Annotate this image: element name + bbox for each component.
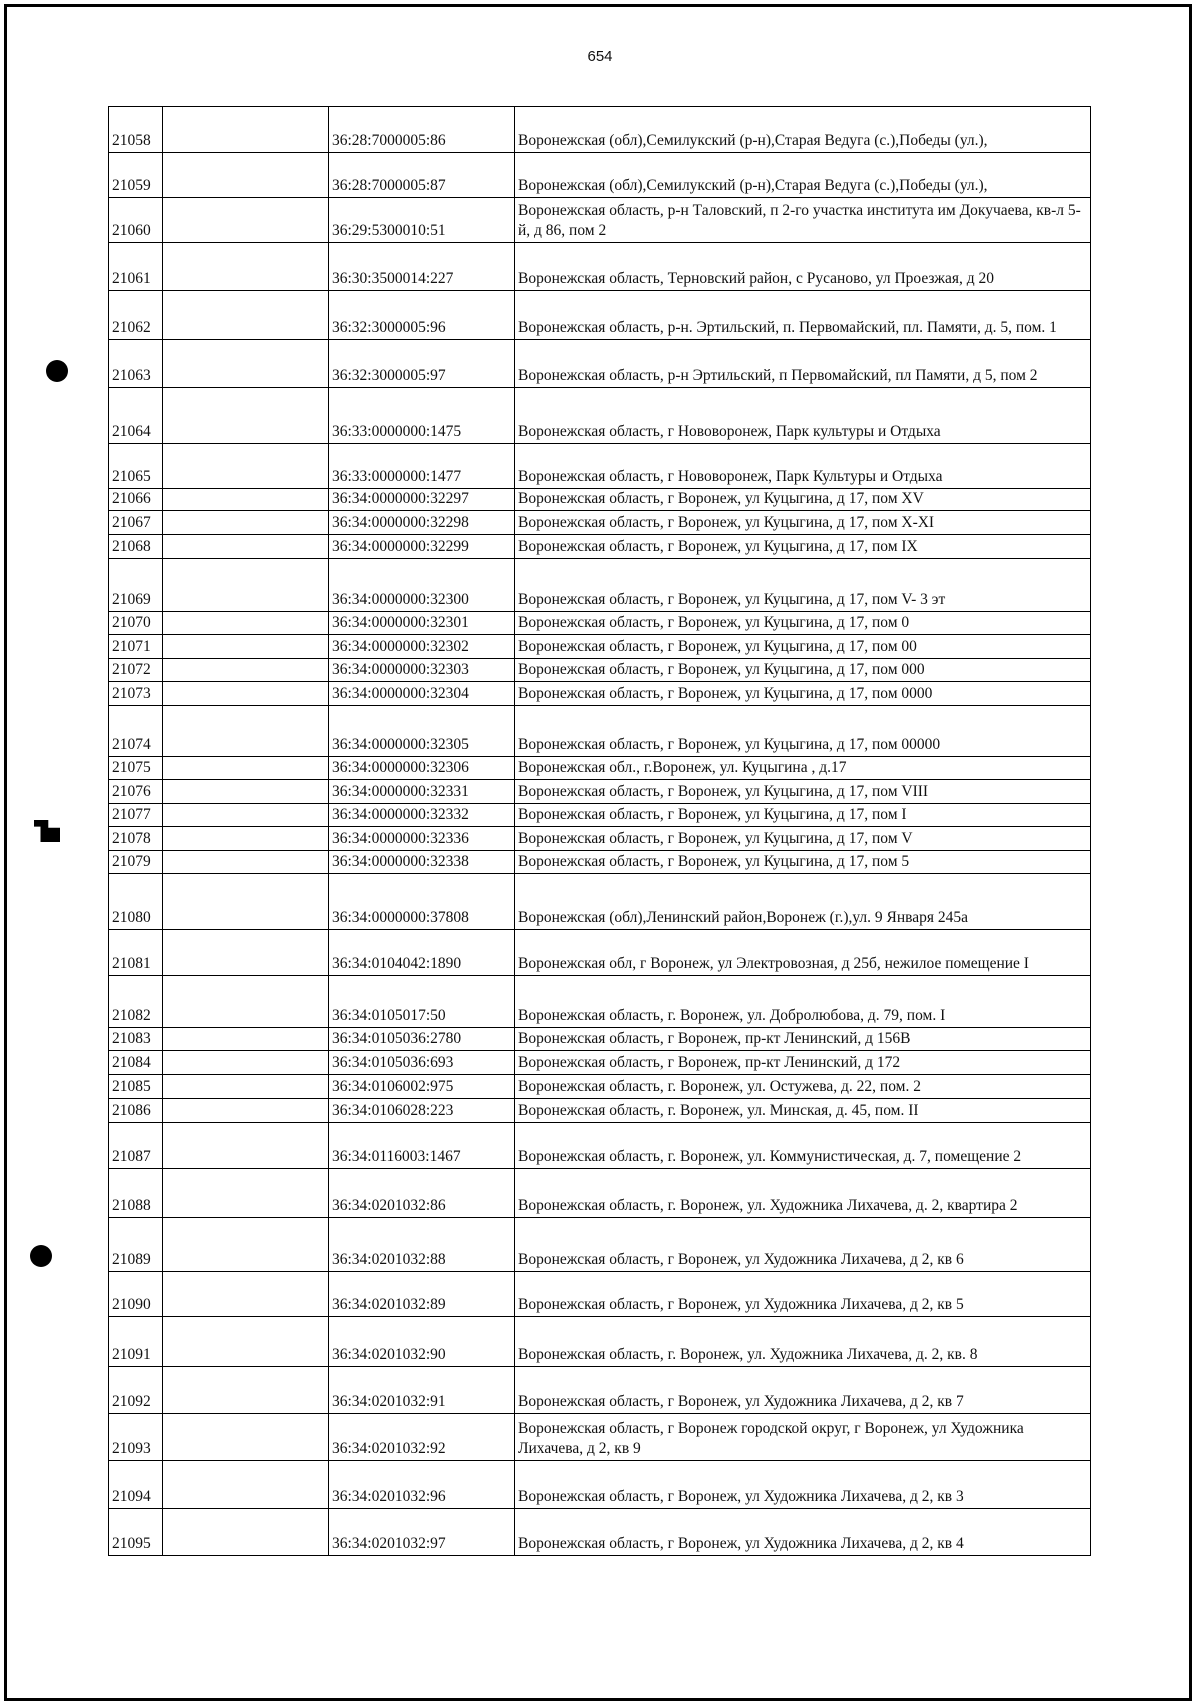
table-row (109, 1099, 1091, 1123)
empty-cell (163, 1169, 329, 1218)
empty-cell (163, 1075, 329, 1099)
cadastral-number: 36:34:0105017:50 (329, 976, 515, 1028)
table-row (109, 291, 1091, 340)
registry-table-body (109, 107, 1091, 1556)
cadastral-number: 36:30:3500014:227 (329, 243, 515, 291)
cadastral-number: 36:28:7000005:86 (329, 107, 515, 153)
address: Воронежская область, Терновский район, с Русаново, ул Проезжая, д 20 (515, 243, 1091, 291)
cadastral-number: 36:34:0201032:86 (329, 1169, 515, 1218)
table-row (109, 1051, 1091, 1075)
address: Воронежская область, р-н. Эртильский, п. Первомайский, пл. Памяти, д. 5, пом. 1 (515, 291, 1091, 340)
cadastral-number: 36:32:3000005:96 (329, 291, 515, 340)
cadastral-number: 36:34:0201032:97 (329, 1509, 515, 1556)
cadastral-number: 36:34:0201032:91 (329, 1367, 515, 1414)
record-number: 21069 (109, 559, 163, 612)
table-row (109, 804, 1091, 827)
table-row (109, 1028, 1091, 1051)
cadastral-number: 36:34:0000000:32332 (329, 804, 515, 827)
cadastral-number: 36:34:0000000:37808 (329, 874, 515, 930)
record-number: 21077 (109, 804, 163, 827)
empty-cell (163, 706, 329, 757)
table-row (109, 243, 1091, 291)
empty-cell (163, 511, 329, 535)
table-row (109, 444, 1091, 489)
cadastral-number: 36:34:0000000:32301 (329, 612, 515, 635)
table-row (109, 1367, 1091, 1414)
address: Воронежская область, г Воронеж, ул Куцыгина, д 17, пом I (515, 804, 1091, 827)
record-number: 21066 (109, 489, 163, 511)
cadastral-number: 36:34:0105036:693 (329, 1051, 515, 1075)
empty-cell (163, 1028, 329, 1051)
address: Воронежская область, р-н Таловский, п 2-го участка института им Докучаева, кв-л 5-й, д 86, пом 2 (515, 198, 1091, 243)
registry-table (108, 106, 1091, 1556)
address: Воронежская область, г Воронеж, ул Куцыгина, д 17, пом 000 (515, 659, 1091, 682)
empty-cell (163, 1051, 329, 1075)
table-row (109, 535, 1091, 559)
cadastral-number: 36:34:0000000:32304 (329, 682, 515, 706)
address: Воронежская обл., г.Воронеж, ул. Куцыгина , д.17 (515, 757, 1091, 780)
table-row (109, 1414, 1091, 1461)
address: Воронежская область, г Воронеж городской округ, г Воронеж, ул Художника Лихачева, д 2, кв 9 (515, 1414, 1091, 1461)
address: Воронежская обл, г Воронеж, ул Электровозная, д 25б, нежилое помещение I (515, 930, 1091, 976)
record-number: 21089 (109, 1218, 163, 1272)
address: Воронежская область, г Воронеж, пр-кт Ленинский, д 156В (515, 1028, 1091, 1051)
table-row (109, 827, 1091, 851)
record-number: 21068 (109, 535, 163, 559)
table-row (109, 388, 1091, 444)
record-number: 21088 (109, 1169, 163, 1218)
empty-cell (163, 827, 329, 851)
address: Воронежская область, г Воронеж, ул Художника Лихачева, д 2, кв 3 (515, 1461, 1091, 1509)
empty-cell (163, 1123, 329, 1169)
empty-cell (163, 1461, 329, 1509)
record-number: 21084 (109, 1051, 163, 1075)
record-number: 21075 (109, 757, 163, 780)
address: Воронежская область, г Воронеж, ул Художника Лихачева, д 2, кв 7 (515, 1367, 1091, 1414)
cadastral-number: 36:34:0000000:32302 (329, 635, 515, 659)
table-row (109, 1509, 1091, 1556)
table-row (109, 612, 1091, 635)
empty-cell (163, 1414, 329, 1461)
record-number: 21073 (109, 682, 163, 706)
table-row (109, 851, 1091, 874)
table-row (109, 874, 1091, 930)
empty-cell (163, 291, 329, 340)
cadastral-number: 36:34:0116003:1467 (329, 1123, 515, 1169)
record-number: 21085 (109, 1075, 163, 1099)
address: Воронежская область, г Воронеж, ул Художника Лихачева, д 2, кв 4 (515, 1509, 1091, 1556)
table-row (109, 780, 1091, 804)
empty-cell (163, 1367, 329, 1414)
record-number: 21092 (109, 1367, 163, 1414)
address: Воронежская область, г Воронеж, ул Куцыгина, д 17, пом 00 (515, 635, 1091, 659)
address: Воронежская область, г Воронеж, ул Куцыгина, д 17, пом 5 (515, 851, 1091, 874)
record-number: 21093 (109, 1414, 163, 1461)
empty-cell (163, 757, 329, 780)
address: Воронежская (обл),Семилукский (р-н),Старая Ведуга (с.),Победы (ул.), (515, 107, 1091, 153)
cadastral-number: 36:32:3000005:97 (329, 340, 515, 388)
record-number: 21094 (109, 1461, 163, 1509)
table-row (109, 153, 1091, 198)
address: Воронежская область, г Воронеж, пр-кт Ленинский, д 172 (515, 1051, 1091, 1075)
record-number: 21065 (109, 444, 163, 489)
table-row (109, 1461, 1091, 1509)
empty-cell (163, 635, 329, 659)
table-row (109, 635, 1091, 659)
empty-cell (163, 198, 329, 243)
address: Воронежская область, г Нововоронеж, Парк культуры и Отдыха (515, 388, 1091, 444)
address: Воронежская область, г Воронеж, ул Куцыгина, д 17, пом XV (515, 489, 1091, 511)
record-number: 21062 (109, 291, 163, 340)
empty-cell (163, 930, 329, 976)
address: Воронежская область, р-н Эртильский, п Первомайский, пл Памяти, д 5, пом 2 (515, 340, 1091, 388)
record-number: 21071 (109, 635, 163, 659)
empty-cell (163, 682, 329, 706)
empty-cell (163, 780, 329, 804)
table-row (109, 1218, 1091, 1272)
address: Воронежская область, г Воронеж, ул Куцыгина, д 17, пом 0000 (515, 682, 1091, 706)
address: Воронежская область, г Воронеж, ул Куцыгина, д 17, пом V- 3 эт (515, 559, 1091, 612)
record-number: 21059 (109, 153, 163, 198)
record-number: 21081 (109, 930, 163, 976)
address: Воронежская область, г. Воронеж, ул. Коммунистическая, д. 7, помещение 2 (515, 1123, 1091, 1169)
address: Воронежская область, г. Воронеж, ул. Добролюбова, д. 79, пом. I (515, 976, 1091, 1028)
cadastral-number: 36:34:0105036:2780 (329, 1028, 515, 1051)
cadastral-number: 36:33:0000000:1475 (329, 388, 515, 444)
record-number: 21076 (109, 780, 163, 804)
table-row (109, 489, 1091, 511)
address: Воронежская область, г Воронеж, ул Куцыгина, д 17, пом 0 (515, 612, 1091, 635)
empty-cell (163, 388, 329, 444)
record-number: 21060 (109, 198, 163, 243)
record-number: 21086 (109, 1099, 163, 1123)
cadastral-number: 36:34:0000000:32331 (329, 780, 515, 804)
empty-cell (163, 1272, 329, 1317)
punch-hole-mark (30, 1245, 52, 1267)
table-row (109, 1123, 1091, 1169)
table-row (109, 706, 1091, 757)
record-number: 21061 (109, 243, 163, 291)
empty-cell (163, 1509, 329, 1556)
record-number: 21070 (109, 612, 163, 635)
empty-cell (163, 1099, 329, 1123)
cadastral-number: 36:34:0106028:223 (329, 1099, 515, 1123)
address: Воронежская область, г Воронеж, ул Куцыгина, д 17, пом 00000 (515, 706, 1091, 757)
table-row (109, 340, 1091, 388)
record-number: 21074 (109, 706, 163, 757)
table-row (109, 930, 1091, 976)
cadastral-number: 36:34:0201032:92 (329, 1414, 515, 1461)
cadastral-number: 36:34:0000000:32298 (329, 511, 515, 535)
empty-cell (163, 153, 329, 198)
cadastral-number: 36:34:0201032:90 (329, 1317, 515, 1367)
record-number: 21078 (109, 827, 163, 851)
record-number: 21091 (109, 1317, 163, 1367)
empty-cell (163, 444, 329, 489)
address: Воронежская область, г Воронеж, ул Куцыгина, д 17, пом X-XI (515, 511, 1091, 535)
address: Воронежская область, г Нововоронеж, Парк Культуры и Отдыха (515, 444, 1091, 489)
record-number: 21080 (109, 874, 163, 930)
address: Воронежская (обл),Ленинский район,Воронеж (г.),ул. 9 Января 245а (515, 874, 1091, 930)
empty-cell (163, 340, 329, 388)
empty-cell (163, 1317, 329, 1367)
record-number: 21067 (109, 511, 163, 535)
table-row (109, 1075, 1091, 1099)
address: Воронежская область, г. Воронеж, ул. Художника Лихачева, д. 2, квартира 2 (515, 1169, 1091, 1218)
record-number: 21058 (109, 107, 163, 153)
cadastral-number: 36:34:0000000:32303 (329, 659, 515, 682)
table-row (109, 198, 1091, 243)
table-row (109, 1169, 1091, 1218)
cadastral-number: 36:34:0000000:32305 (329, 706, 515, 757)
cadastral-number: 36:33:0000000:1477 (329, 444, 515, 489)
table-row (109, 757, 1091, 780)
address: Воронежская область, г Воронеж, ул Художника Лихачева, д 2, кв 6 (515, 1218, 1091, 1272)
cadastral-number: 36:28:7000005:87 (329, 153, 515, 198)
address: Воронежская область, г Воронеж, ул Куцыгина, д 17, пом V (515, 827, 1091, 851)
table-row (109, 1317, 1091, 1367)
table-row (109, 659, 1091, 682)
record-number: 21087 (109, 1123, 163, 1169)
table-row (109, 1272, 1091, 1317)
empty-cell (163, 559, 329, 612)
empty-cell (163, 659, 329, 682)
address: Воронежская (обл),Семилукский (р-н),Старая Ведуга (с.),Победы (ул.), (515, 153, 1091, 198)
table-row (109, 559, 1091, 612)
cadastral-number: 36:29:5300010:51 (329, 198, 515, 243)
cadastral-number: 36:34:0000000:32306 (329, 757, 515, 780)
table-row (109, 682, 1091, 706)
cadastral-number: 36:34:0000000:32299 (329, 535, 515, 559)
cadastral-number: 36:34:0104042:1890 (329, 930, 515, 976)
record-number: 21082 (109, 976, 163, 1028)
record-number: 21063 (109, 340, 163, 388)
address: Воронежская область, г Воронеж, ул Куцыгина, д 17, пом VIII (515, 780, 1091, 804)
cadastral-number: 36:34:0000000:32297 (329, 489, 515, 511)
cadastral-number: 36:34:0201032:96 (329, 1461, 515, 1509)
record-number: 21079 (109, 851, 163, 874)
table-row (109, 107, 1091, 153)
page-number: 654 (587, 48, 613, 65)
record-number: 21064 (109, 388, 163, 444)
empty-cell (163, 804, 329, 827)
cadastral-number: 36:34:0000000:32336 (329, 827, 515, 851)
punch-hole-mark (46, 360, 68, 382)
empty-cell (163, 535, 329, 559)
cadastral-number: 36:34:0201032:89 (329, 1272, 515, 1317)
empty-cell (163, 1218, 329, 1272)
empty-cell (163, 612, 329, 635)
table-row (109, 511, 1091, 535)
empty-cell (163, 107, 329, 153)
empty-cell (163, 874, 329, 930)
cadastral-number: 36:34:0000000:32338 (329, 851, 515, 874)
address: Воронежская область, г. Воронеж, ул. Минская, д. 45, пом. II (515, 1099, 1091, 1123)
empty-cell (163, 489, 329, 511)
record-number: 21090 (109, 1272, 163, 1317)
empty-cell (163, 976, 329, 1028)
cadastral-number: 36:34:0106002:975 (329, 1075, 515, 1099)
record-number: 21095 (109, 1509, 163, 1556)
table-row (109, 976, 1091, 1028)
empty-cell (163, 243, 329, 291)
record-number: 21072 (109, 659, 163, 682)
cadastral-number: 36:34:0201032:88 (329, 1218, 515, 1272)
address: Воронежская область, г Воронеж, ул Художника Лихачева, д 2, кв 5 (515, 1272, 1091, 1317)
record-number: 21083 (109, 1028, 163, 1051)
address: Воронежская область, г. Воронеж, ул. Остужева, д. 22, пом. 2 (515, 1075, 1091, 1099)
address: Воронежская область, г. Воронеж, ул. Художника Лихачева, д. 2, кв. 8 (515, 1317, 1091, 1367)
cadastral-number: 36:34:0000000:32300 (329, 559, 515, 612)
empty-cell (163, 851, 329, 874)
address: Воронежская область, г Воронеж, ул Куцыгина, д 17, пом IX (515, 535, 1091, 559)
